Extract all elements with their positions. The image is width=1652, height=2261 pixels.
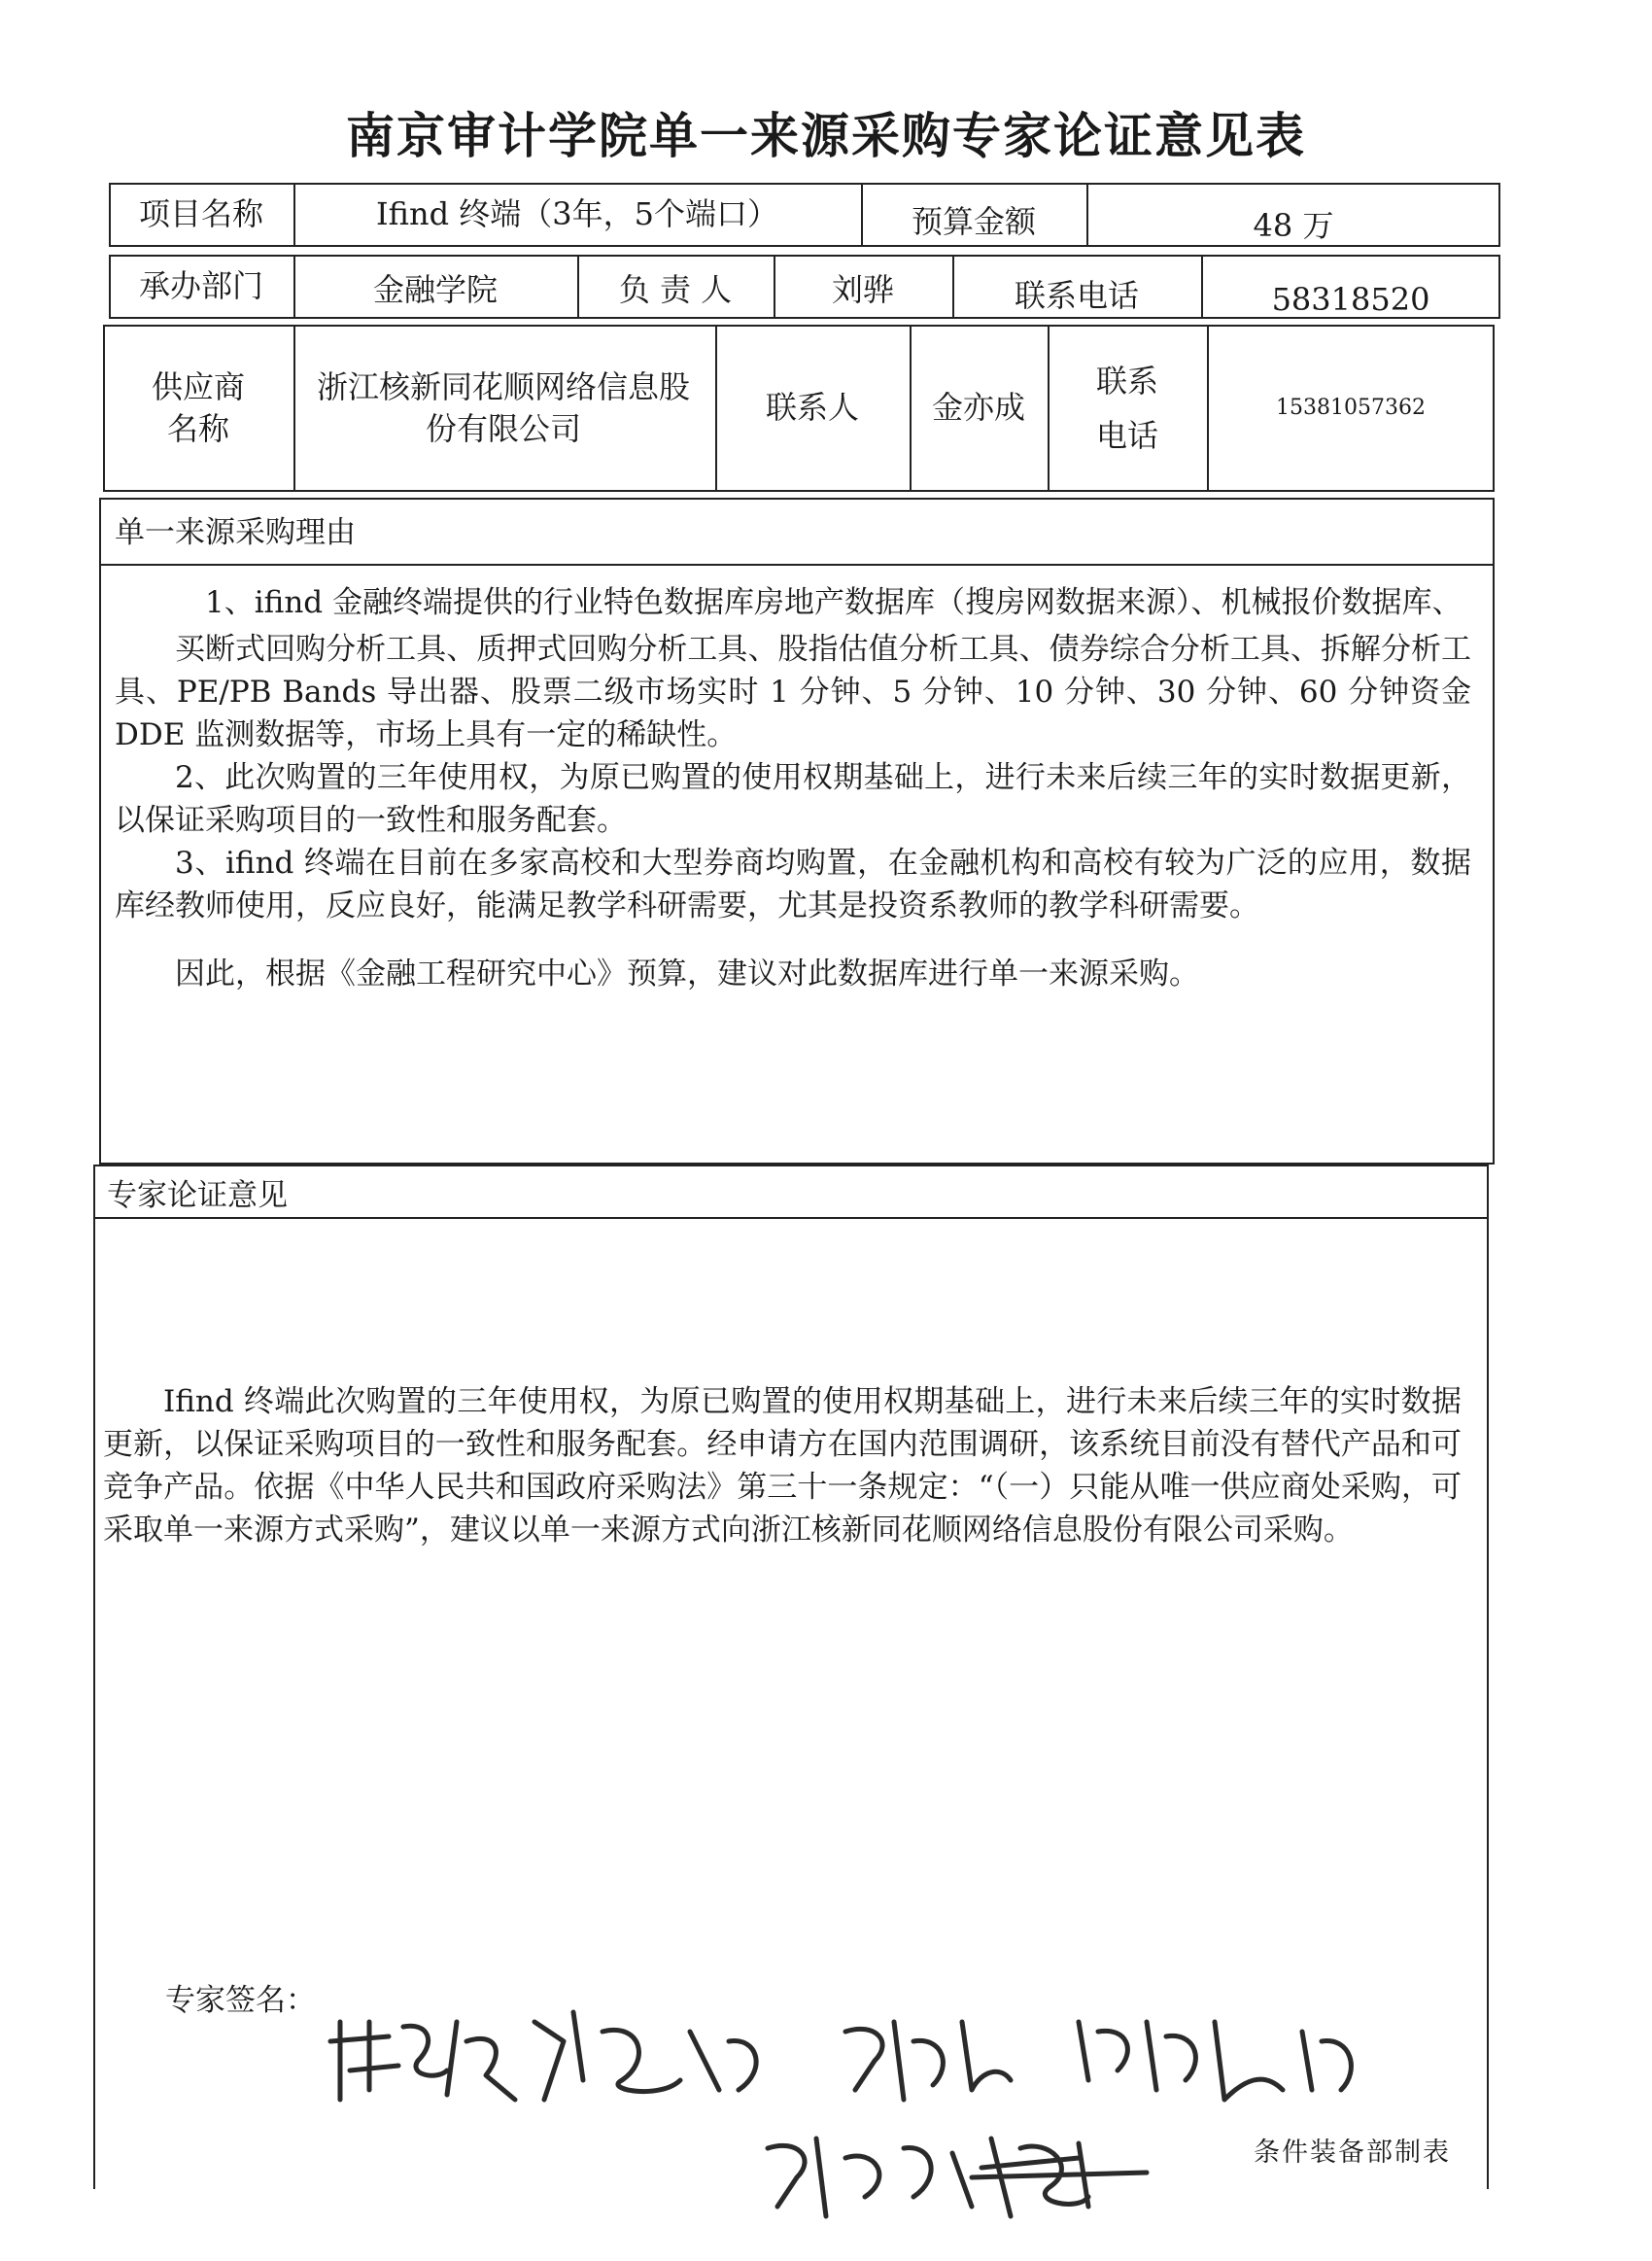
- supplier-phone-label-line1: 联系: [1095, 363, 1158, 400]
- supplier-phone-label: [1048, 325, 1207, 492]
- project-value: Ifind 终端（3年，5个端口）: [376, 195, 778, 233]
- page-title: 南京审计学院单一来源采购专家论证意见表: [346, 108, 1306, 164]
- reason-paragraph-1: 1、ifind 金融终端提供的行业特色数据库房地产数据库（搜房网数据来源）、机械报价数据库、: [205, 585, 1463, 620]
- budget-label: 预算金额: [911, 203, 1036, 241]
- reason-paragraph-3: 2、此次购置的三年使用权，为原已购置的使用权期基础上，进行未来后续三年的实时数据更新，以保证采购项目的一致性和服务配套。: [115, 760, 1471, 838]
- project-label: 项目名称: [138, 195, 263, 233]
- opinion-text: Ifind 终端此次购置的三年使用权，为原已购置的使用权期基础上，进行未来后续三年的实时数据更新，以保证采购项目的一致性和服务配套。经申请方在国内范围调研，该系统目前没有替代产品和可竞争产品。依据《中华人民共和国政府采购法》第三十一条规定：“（一）只能从唯一供应商处采购，可采取单一来源方式采购”，建议以单一来源方式向浙江核新同花顺网络信息股份有限公司采购。: [103, 1384, 1462, 1548]
- supplier-value: 浙江核新同花顺网络信息股份有限公司: [316, 367, 690, 447]
- reason-paragraph-5: 因此，根据《金融工程研究中心》预算，建议对此数据库进行单一来源采购。: [175, 957, 1199, 991]
- supplier-phone-label-line2: 电话: [1095, 417, 1158, 454]
- budget-value: 48 万: [1253, 207, 1334, 245]
- opinion-heading-box: [93, 1165, 1489, 1219]
- contact-value: 金亦成: [931, 389, 1025, 427]
- department-label: 承办部门: [138, 267, 263, 305]
- supplier-label-line1: 供应商: [151, 367, 245, 405]
- form-footer: 条件装备部制表: [1254, 2138, 1451, 2168]
- reason-paragraph-2: 买断式回购分析工具、质押式回购分析工具、股指估值分析工具、债券综合分析工具、拆解分析工具、PE/PB Bands 导出器、股票二级市场实时 1 分钟、5 分钟、10 分钟、30 分钟、60 分钟资金 DDE 监测数据等，市场上具有一定的稀缺性。: [115, 632, 1471, 752]
- signature-label: 专家签名：: [165, 1983, 316, 2018]
- phone-label: 联系电话: [1014, 277, 1139, 315]
- supplier-label: [103, 325, 293, 492]
- contact-label: 联系人: [765, 389, 859, 427]
- handwritten-signatures: [311, 1983, 1477, 2226]
- supplier-phone-value: 15381057362: [1276, 396, 1426, 421]
- reason-heading: 单一来源采购理由: [115, 515, 356, 550]
- reason-paragraph-4: 3、ifind 终端在目前在多家高校和大型券商均购置，在金融机构和高校有较为广泛的应用，数据库经教师使用，反应良好，能满足教学科研需要，尤其是投资系教师的教学科研需要。: [115, 846, 1471, 923]
- phone-value: 58318520: [1271, 281, 1430, 319]
- reason-body: [115, 581, 1471, 995]
- person-value: 刘骅: [831, 271, 894, 309]
- department-value: 金融学院: [372, 271, 498, 309]
- opinion-heading: 专家论证意见: [107, 1178, 288, 1213]
- person-label: 负 责 人: [618, 271, 733, 309]
- supplier-label-line2: 名称: [166, 410, 229, 447]
